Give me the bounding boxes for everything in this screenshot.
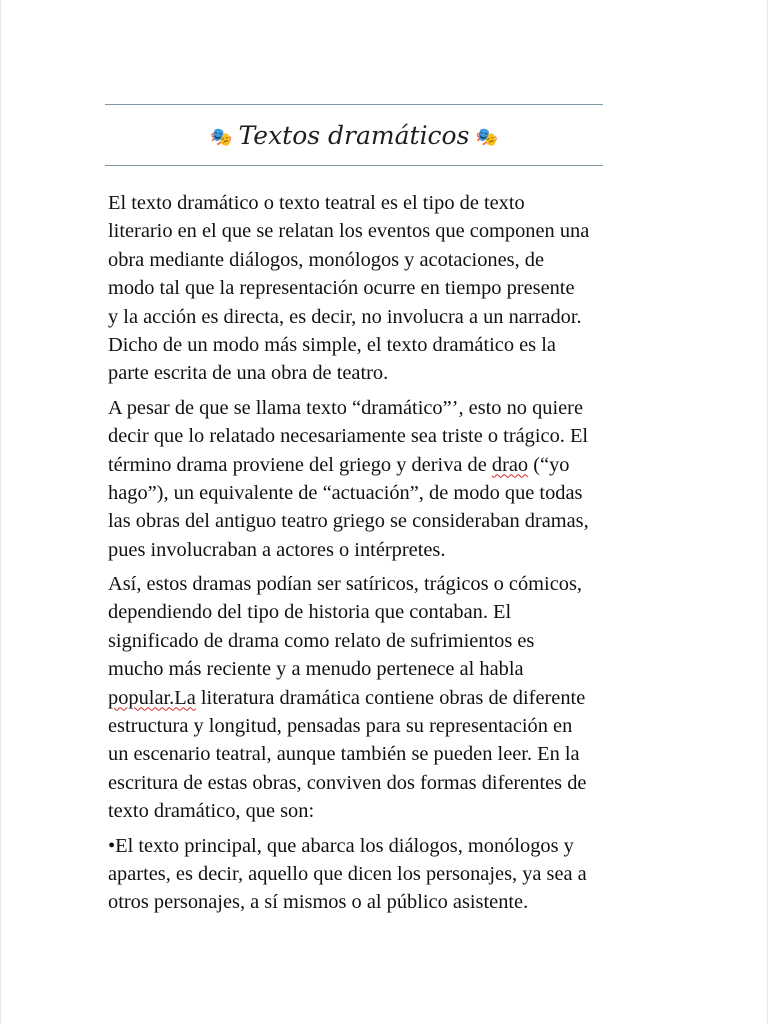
theater-masks-icon: 🎭: [475, 126, 498, 148]
paragraph-1: [108, 189, 683, 388]
text-line: significado de drama como relato de sufrimientos es: [108, 629, 535, 652]
theater-masks-icon: 🎭: [210, 126, 233, 148]
text-line: obra mediante diálogos, monólogos y acotaciones, de: [108, 248, 545, 271]
text-line: Dicho de un modo más simple, el texto dramático es la: [108, 333, 556, 356]
paragraph-4: [108, 832, 683, 917]
bullet-line: •El texto principal, que abarca los diálogos, monólogos y: [108, 834, 574, 857]
heading-bottom-rule: [105, 165, 603, 166]
paragraph-3: [108, 570, 683, 826]
text-segment: (“yo: [528, 453, 570, 476]
text-line: parte escrita de una obra de teatro.: [108, 362, 389, 385]
text-line: hago”), un equivalente de “actuación”, de modo que todas: [108, 481, 583, 504]
text-line: texto dramático, que son:: [108, 800, 315, 823]
text-line: y la acción es directa, es decir, no involucra a un narrador.: [108, 305, 582, 328]
text-line: modo tal que la representación ocurre en tiempo presente: [108, 277, 575, 300]
text-segment: término drama proviene del griego y deriva de: [108, 453, 492, 476]
text-line: mucho más reciente y a menudo pertenece al habla: [108, 658, 524, 681]
text-line: [108, 684, 683, 712]
text-line: [108, 451, 683, 479]
text-line: estructura y longitud, pensadas para su representación en: [108, 715, 573, 738]
spellcheck-flagged-word[interactable]: popular.La: [108, 686, 196, 709]
text-segment: literatura dramática contiene obras de diferente: [195, 686, 586, 709]
text-line: las obras del antiguo teatro griego se consideraban dramas,: [108, 510, 589, 533]
text-line: escritura de estas obras, conviven dos formas diferentes de: [108, 771, 587, 794]
text-line: Así, estos dramas podían ser satíricos, trágicos o cómicos,: [108, 573, 582, 596]
paragraph-2: [108, 394, 683, 564]
text-line: decir que lo relatado necesariamente sea triste o trágico. El: [108, 425, 589, 448]
text-line: literario en el que se relatan los eventos que componen una: [108, 220, 590, 243]
text-line: un escenario teatral, aunque también se pueden leer. En la: [108, 743, 580, 766]
text-line: A pesar de que se llama texto “dramático”’, esto no quiere: [108, 396, 584, 419]
page-title-text: Textos dramáticos: [238, 121, 470, 150]
page-title: [105, 116, 603, 158]
heading-top-rule: [105, 104, 603, 105]
text-line: apartes, es decir, aquello que dicen los personajes, ya sea a: [108, 862, 587, 885]
text-line: El texto dramático o texto teatral es el tipo de texto: [108, 192, 525, 214]
text-line: pues involucraban a actores o intérpretes.: [108, 538, 446, 561]
text-line: dependiendo del tipo de historia que contaban. El: [108, 601, 512, 624]
spellcheck-flagged-word[interactable]: drao: [491, 453, 529, 476]
text-line: otros personajes, a sí mismos o al público asistente.: [108, 891, 529, 914]
document-body: [108, 189, 683, 917]
